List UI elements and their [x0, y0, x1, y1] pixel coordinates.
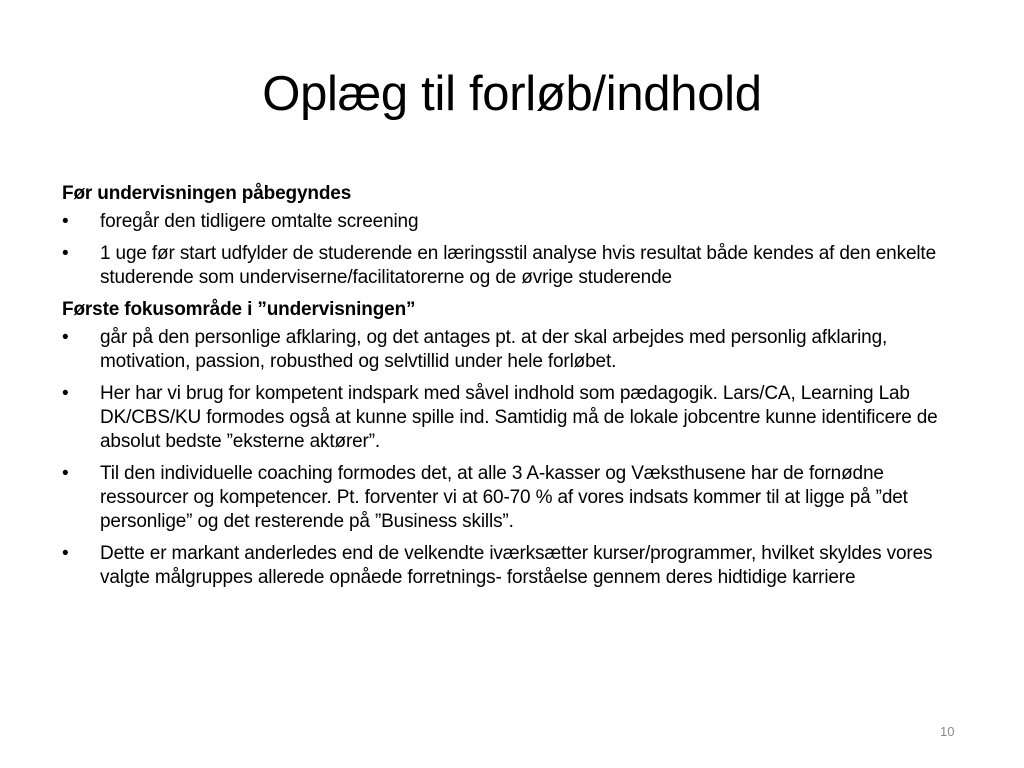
bullet-text: Dette er markant anderledes end de velkendte iværksætter kurser/programmer, hvilket skyldes vores valgte målgruppes allerede opnåede forretnings- forståelse gennem deres hidtidige karriere [100, 543, 933, 588]
bullet-icon: • [62, 327, 69, 348]
bullet-text: Her har vi brug for kompetent indspark med såvel indhold som pædagogik. Lars/CA, Learning Lab DK/CBS/KU formodes også at kunne spille ind. Samtidig må de lokale jobcentre kunne identificere de absolut bedste ”eksterne aktører”. [100, 383, 938, 452]
slide-title: Oplæg til forløb/indhold [262, 67, 762, 121]
page-number: 10 [940, 724, 955, 739]
bullet-icon: • [62, 463, 69, 484]
bullet-text: foregår den tidligere omtalte screening [100, 211, 419, 232]
bullet-icon: • [62, 383, 69, 404]
bullet-item [62, 462, 962, 534]
bullet-item [62, 242, 962, 290]
slide-content [62, 182, 962, 598]
section-heading-before-teaching: Før undervisningen påbegyndes [62, 183, 352, 204]
bullet-text: Til den individuelle coaching formodes det, at alle 3 A-kasser og Væksthusene har de fornødne ressourcer og kompetencer. Pt. forventer vi at 60-70 % af vores indsats kommer til at ligge på ”det personlige” og det resterende på ”Business skills”. [100, 463, 908, 532]
bullet-item [62, 210, 962, 234]
section-heading-first-focus: Første fokusområde i ”undervisningen” [62, 299, 416, 320]
bullet-list-first-focus [62, 326, 962, 590]
bullet-item [62, 382, 962, 454]
bullet-item [62, 326, 962, 374]
bullet-icon: • [62, 211, 69, 232]
bullet-text: 1 uge før start udfylder de studerende en læringsstil analyse hvis resultat både kendes af den enkelte studerende som underviserne/facilitatorerne og de øvrige studerende [100, 243, 936, 288]
bullet-list-before-teaching [62, 210, 962, 290]
bullet-item [62, 542, 962, 590]
bullet-icon: • [62, 243, 69, 264]
bullet-icon: • [62, 543, 69, 564]
bullet-text: går på den personlige afklaring, og det antages pt. at der skal arbejdes med personlig afklaring, motivation, passion, robusthed og selvtillid under hele forløbet. [100, 327, 888, 372]
